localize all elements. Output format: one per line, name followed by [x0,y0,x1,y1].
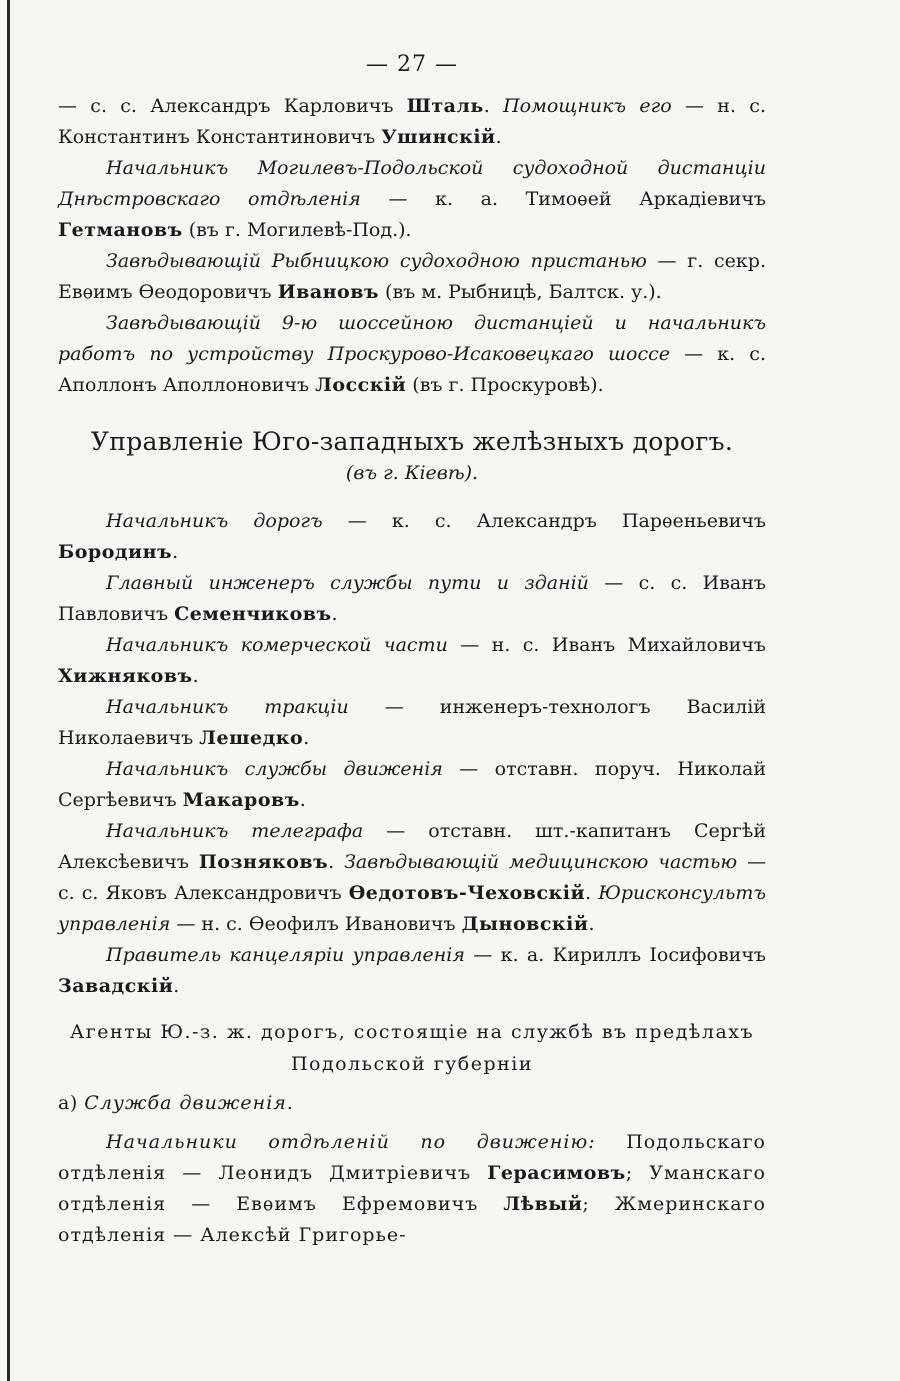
section-subheading: (въ г. Кіевѣ). [345,462,479,484]
paragraph-4: Завѣдывающій 9-ю шоссейною дистанціей и начальникъ работъ по устройству Проскурово-Исаковецкаго шоссе — к. с. Аполлонъ Аполлоновичъ Лосскій (въ г. Проскуровѣ). [58,312,766,396]
paragraph-8: Начальникъ тракціи — инженеръ-технологъ Василій Николаевичъ Лешедко. [58,696,766,749]
paragraph-2: Начальникъ Могилевъ-Подольской судоходной дистанціи Днѣстровскаго отдѣленія — к. а. Тимоѳей Аркадіевичъ Гетмановъ (въ г. Могилевѣ-Под.). [58,157,766,241]
surname: Лешедко [199,727,304,749]
surname: Лѣвый [503,1193,583,1215]
surname: Семенчиковъ [174,603,332,625]
agents-heading-line-2: Подольской губерніи [290,1053,534,1075]
section-heading: Управленіе Юго-западныхъ желѣзныхъ дорогъ. [90,427,734,456]
paragraph-1: — с. с. Александръ Карловичъ Шталь. Помощникъ его — н. с. Константинъ Константиновичъ Ушинскій. [58,95,766,148]
paragraph-6: Главный инженеръ службы пути и зданій — с. с. Иванъ Павловичъ Семенчиковъ. [58,572,766,625]
surname: Гетмановъ [58,219,183,241]
surname: Лосскій [315,374,407,396]
surname: Макаровъ [182,789,300,811]
surname: Ивановъ [277,281,380,303]
paragraph-7: Начальникъ комерческой части — н. с. Иванъ Михайловичъ Хижняковъ. [58,634,766,687]
paragraph-10: Начальникъ телеграфа — отставн. шт.-капитанъ Сергѣй Алексѣевичъ Позняковъ. Завѣдывающій медицинскою частью — с. с. Яковъ Александровичъ Ѳедотовъ-Чеховскій. Юрисконсультъ управленія — н. с. Ѳеофилъ Ивановичъ Дыновскій. [58,820,767,935]
paragraph-12: Начальники отдѣленій по движенію: Подольскаго отдѣленія — Леонидъ Дмитріевичъ Герасимовъ; Уманскаго отдѣленія — Евѳимъ Ефремовичъ Лѣвый; Жмеринскаго отдѣленія — Алексѣй Григорье- [58,1131,766,1246]
surname: Бородинъ [58,541,173,563]
agents-heading-line-1: Агенты Ю.-з. ж. дорогъ, состоящіе на службѣ въ предѣлахъ [69,1021,755,1043]
surname: Ушинскій [381,126,496,148]
paragraph-9: Начальникъ службы движенія — отставн. поруч. Николай Сергѣевичъ Макаровъ. [58,758,766,811]
surname: Позняковъ [198,851,329,873]
surname: Хижняковъ [58,665,193,687]
surname: Завадскій [58,975,174,997]
surname: Ѳедотовъ-Чеховскій [348,882,586,904]
paragraph-11: Правитель канцеляріи управленія — к. а. Кириллъ Іосифовичъ Завадскій. [58,944,766,997]
surname: Дыновскій [461,913,589,935]
page-number: — 27 — [366,52,458,77]
document-page [58,52,766,1251]
paragraph-3: Завѣдывающій Рыбницкою судоходною пристанью — г. секр. Евѳимъ Ѳеодоровичъ Ивановъ (въ м. Рыбницѣ, Балтск. у.). [58,250,766,303]
subsection-title: а) Служба движенія. [58,1092,294,1114]
scan-edge-line [7,0,10,1381]
paragraph-5: Начальникъ дорогъ — к. с. Александръ Парѳеньевичъ Бородинъ. [58,510,767,563]
agents-heading [58,1016,766,1080]
surname: Шталь [406,95,484,117]
surname: Герасимовъ [487,1162,626,1184]
